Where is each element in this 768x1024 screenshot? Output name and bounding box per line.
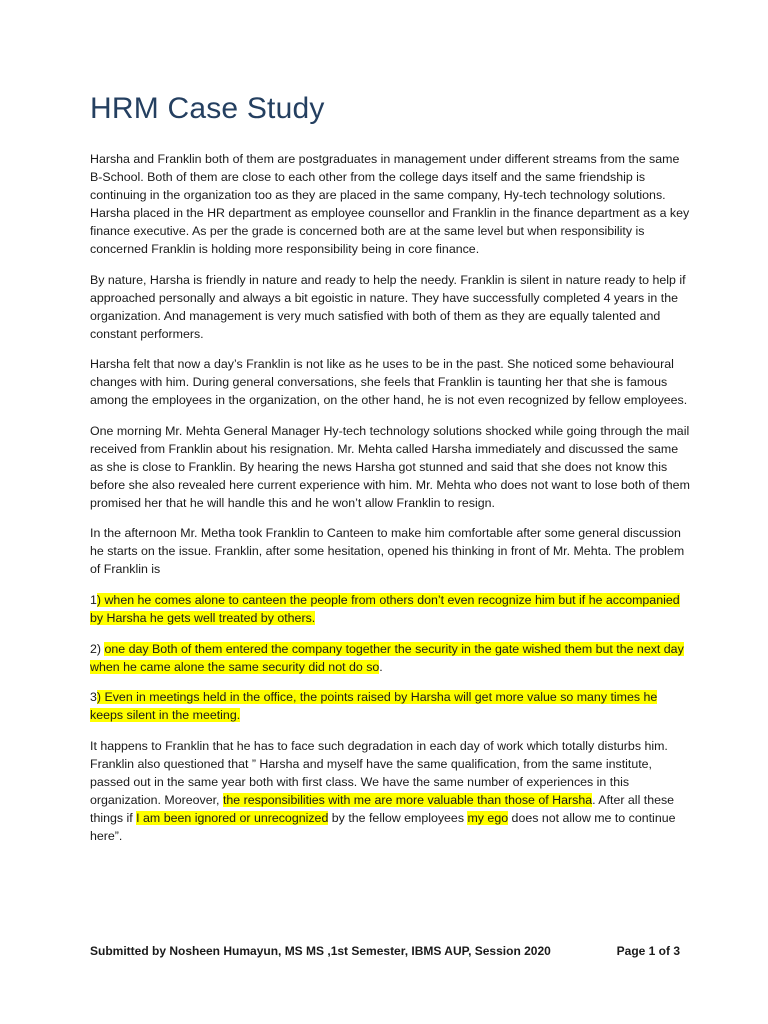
page-title: HRM Case Study bbox=[90, 92, 325, 125]
problem-point-3 bbox=[90, 688, 690, 724]
paragraph-canteen: In the afternoon Mr. Metha took Franklin to Canteen to make him comfortable after some general discussion he starts on the issue. Franklin, after some hesitation, opened his thinking in front of Mr. Mehta. The problem of Franklin is bbox=[90, 526, 685, 577]
paragraph-conclusion bbox=[90, 737, 690, 845]
footer-submitted-by: Submitted by Nosheen Humayun, MS MS ,1st Semester, IBMS AUP, Session 2020 bbox=[90, 944, 551, 958]
conclusion-text: does not allow me to continue here”. bbox=[90, 810, 676, 843]
point-number: 1 bbox=[90, 592, 97, 607]
point-number: 3 bbox=[90, 690, 97, 705]
point-number: 2) bbox=[90, 641, 102, 656]
conclusion-text: It happens to Franklin that he has to face such degradation in each day of work which totally disturbs him. Franklin also questioned that ” Harsha and myself have the same qualification, from the same institute, passed out in the same year both with first class. We have the same number of experiences in this organization. Moreover, bbox=[90, 738, 668, 807]
highlight-responsibilities: the responsibilities with me are more valuable than those of Harsha bbox=[222, 792, 593, 807]
conclusion-text: . After all these things if bbox=[90, 792, 675, 825]
point-tail: . bbox=[379, 659, 383, 674]
paragraph-resignation: One morning Mr. Mehta General Manager Hy-tech technology solutions shocked while going through the mail received from Franklin about his resignation. Mr. Mehta called Harsha immediately and discussed the same as she is close to Franklin. By hearing the news Harsha got stunned and said that she does not know this before she also revealed here current experience with him. Mr. Mehta who does not want to lose both of them promised her that he will handle this and he won’t allow Franklin to resign. bbox=[90, 423, 690, 510]
point-text-highlighted: one day Both of them entered the company together the security in the gate wished them but the next day when he came alone the same security did not do so bbox=[90, 641, 684, 674]
highlight-ignored: I am been ignored or unrecognized bbox=[136, 810, 329, 825]
paragraph-intro: Harsha and Franklin both of them are postgraduates in management under different streams from the same B-School. Both of them are close to each other from the college days itself and the same friendship is continuing in the organization too as they are placed in the same company, Hy-tech technology solutions. Harsha placed in the HR department as employee counsellor and Franklin in the finance department as a key finance executive. As per the grade is concerned both are at the same level but when responsibility is concerned Franklin is holding more responsibility being in core finance. bbox=[90, 152, 690, 256]
point-text-highlighted: ) when he comes alone to canteen the people from others don’t even recognize him but if he accompanied by Harsha he gets well treated by others. bbox=[90, 592, 680, 625]
highlight-ego: my ego bbox=[467, 810, 509, 825]
paragraph-behaviour: Harsha felt that now a day’s Franklin is not like as he uses to be in the past. She noticed some behavioural changes with him. During general conversations, she feels that Franklin is taunting her that she is famous among the employees in the organization, on the other hand, he is not even recognized by fellow employees. bbox=[90, 357, 688, 408]
conclusion-text: by the fellow employees bbox=[328, 810, 468, 825]
problem-point-2 bbox=[90, 640, 690, 676]
footer-page-number: Page 1 of 3 bbox=[616, 944, 680, 958]
document-body bbox=[90, 150, 690, 857]
problem-point-1 bbox=[90, 591, 690, 627]
point-text-highlighted: ) Even in meetings held in the office, the points raised by Harsha will get more value so many times he keeps silent in the meeting. bbox=[90, 690, 658, 723]
paragraph-nature: By nature, Harsha is friendly in nature and ready to help the needy. Franklin is silent in nature ready to help if approached personally and always a bit egoistic in nature. They have successfully completed 4 years in the organization. And management is very much satisfied with both of them as they are equally talented and constant performers. bbox=[90, 272, 686, 341]
